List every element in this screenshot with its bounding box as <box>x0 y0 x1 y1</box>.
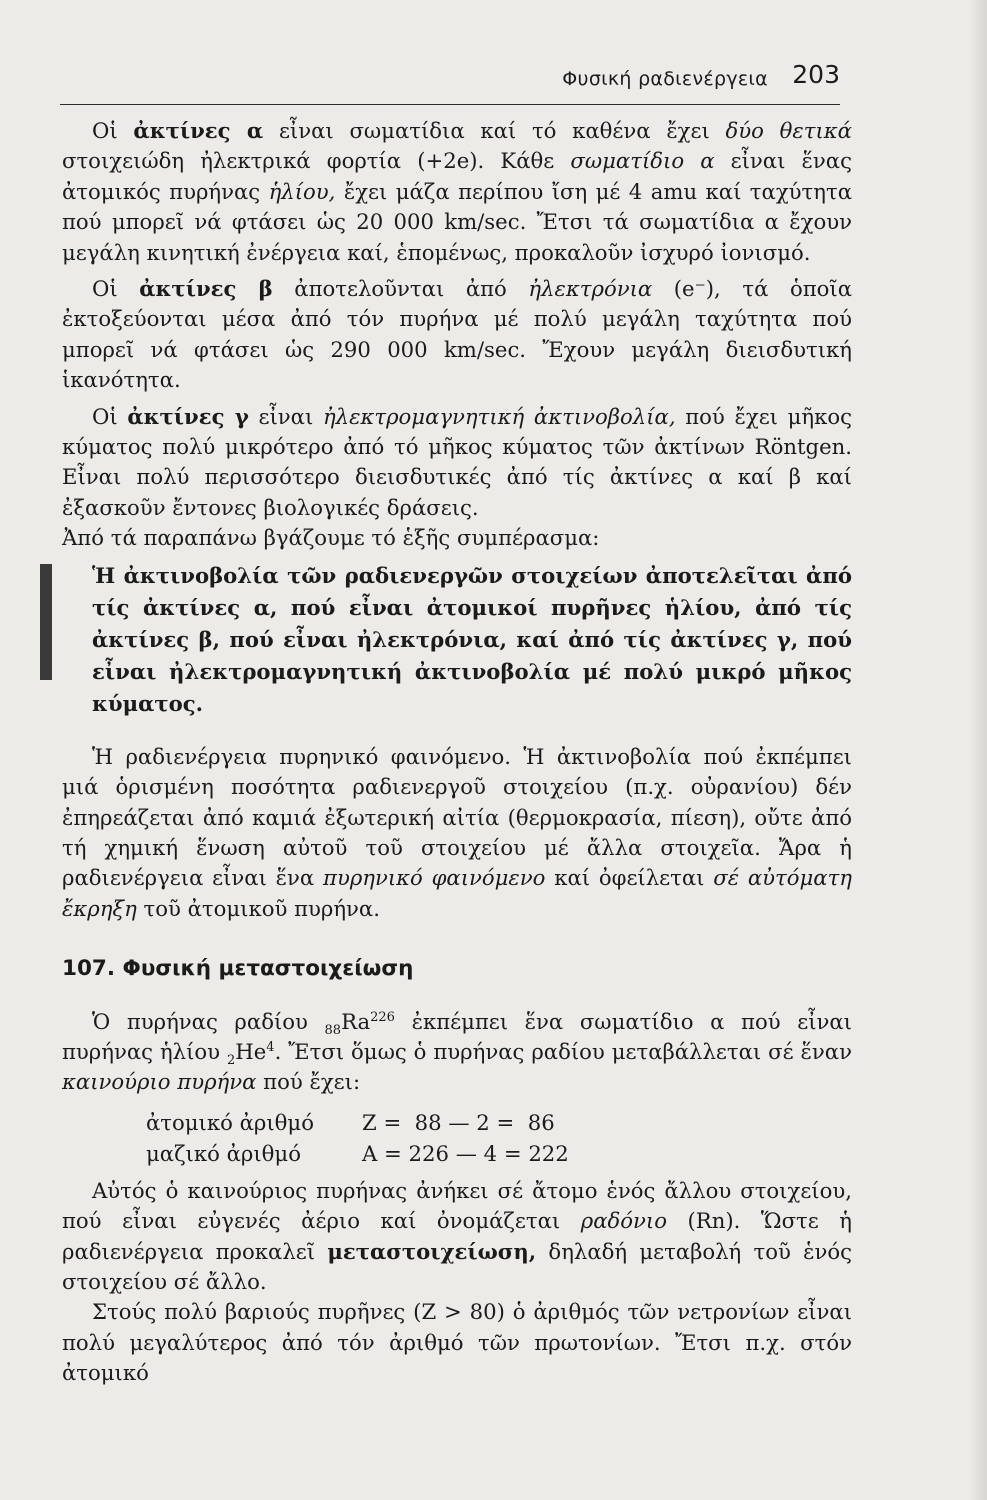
page-edge-shadow <box>969 0 987 1500</box>
calc-row-mass-number <box>146 1139 852 1170</box>
calc-expression: A = 226 — 4 = 222 <box>362 1140 569 1166</box>
calc-row-atomic-number <box>146 1108 852 1139</box>
section-number: 107. <box>62 956 116 982</box>
header-rule <box>60 104 840 105</box>
paragraph-beta-rays: Οἱ ἀκτίνες β ἀποτελοῦνται ἀπό ἠλεκτρόνια (e⁻), τά ὁποῖα ἐκτοξεύονται μέσα ἀπό τόν πυρήνα μέ πολύ μεγάλη ταχύτητα πού μπορεῖ νά φτάσει ὡς 290 000 km/sec. Ἔχουν μεγάλη διεισδυτική ἱκανότητα. <box>62 276 852 393</box>
page-number: 203 <box>792 60 840 89</box>
paragraph-gamma-rays: Οἱ ἀκτίνες γ εἶναι ἠλεκτρομαγνητική ἀκτινοβολία, πού ἔχει μῆκος κύματος πολύ μικρότερο ἀπό τό μῆκος κύματος τῶν ἀκτίνων Röntgen. Εἶναι πολύ περισσότερο διεισδυτικές ἀπό τίς ἀκτίνες α καί β καί ἐξασκοῦν ἔντονες βιολογικές δράσεις. <box>62 403 852 520</box>
page-body <box>62 116 852 1389</box>
calc-label: ἀτομικό ἀριθμό <box>146 1109 314 1135</box>
paragraph-nuclear-phenomenon: Ἡ ραδιενέργεια πυρηνικό φαινόμενο. Ἡ ἀκτινοβολία πού ἐκπέμπει μιά ὁρισμένη ποσότητα ραδιενεργοῦ στοιχείου (π.χ. οὐρανίου) δέν ἐπηρεάζεται ἀπό καμιά ἐξωτερική αἰτία (θερμοκρασία, πίεση), οὔτε ἀπό τή χημική ἕνωση αὐτοῦ τοῦ στοιχείου μέ ἄλλα στοιχεῖα. Ἄρα ἡ ραδιενέργεια εἶναι ἕνα πυρηνικό φαινόμενο καί ὀφείλεται σέ αὐτόματη ἔκρηξη τοῦ ἀτομικοῦ πυρήνα. <box>62 743 852 921</box>
calc-expression: Z = 88 — 2 = 86 <box>362 1109 555 1135</box>
callout-margin-bar <box>40 564 52 680</box>
callout-text: Ἡ ἀκτινοβολία τῶν ραδιενεργῶν στοιχείων ἀποτελεῖται ἀπό τίς ἀκτίνες α, πού εἶναι ἀτομικοί πυρῆνες ἡλίου, ἀπό τίς ἀκτίνες β, πού εἶναι ἠλεκτρόνια, καί ἀπό τίς ἀκτίνες γ, πού εἶναι ἠλεκτρομαγνητική ἀκτινοβολία μέ πολύ μικρό μῆκος κύματος. <box>92 562 852 716</box>
paragraph-alpha-rays: Οἱ ἀκτίνες α εἶναι σωματίδια καί τό καθένα ἔχει δύο θετικά στοιχειώδη ἠλεκτρικά φορτία (+2e). Κάθε σωματίδιο α εἶναι ἕνας ἀτομικός πυρήνας ἡλίου, ἔχει μάζα περίπου ἴση μέ 4 amu καί ταχύτητα πού μπορεῖ νά φτάσει ὡς 20 000 km/sec. Ἔτσι τά σωματίδια α ἔχουν μεγάλη κινητική ἐνέργεια καί, ἑπομένως, προκαλοῦν ἰσχυρό ἰονισμό. <box>62 118 852 265</box>
page-header <box>60 60 840 100</box>
paragraph-heavy-nuclei: Στούς πολύ βαριούς πυρῆνες (Z > 80) ὁ ἀριθμός τῶν νετρονίων εἶναι πολύ μεγαλύτερος ἀπό τόν ἀριθμό τῶν πρωτονίων. Ἔτσι π.χ. στόν ἀτομικό <box>62 1299 852 1386</box>
paragraph-radon: Αὐτός ὁ καινούριος πυρήνας ἀνήκει σέ ἄτομο ἑνός ἄλλου στοιχείου, πού εἶναι εὐγενές ἀέριο καί ὀνομάζεται ραδόνιο (Rn). Ὥστε ἡ ραδιενέργεια προκαλεῖ μεταστοιχείωση, δηλαδή μεταβολή τοῦ ἑνός στοιχείου σέ ἄλλο. <box>62 1177 852 1294</box>
section-title: Φυσική μεταστοιχείωση <box>122 956 414 982</box>
calc-label: μαζικό ἀριθμό <box>146 1140 301 1166</box>
conclusion-callout <box>62 560 852 720</box>
conclusion-intro: Ἀπό τά παραπάνω βγάζουμε τό ἑξῆς συμπέρασμα: <box>62 525 600 551</box>
paragraph-radium-decay: Ὁ πυρήνας ραδίου $_{88}Ra^{226}$ ἐκπέμπει ἕνα σωματίδιο α πού εἶναι πυρήνας ἡλίου $_2He^4$. Ἔτσι ὅμως ὁ πυρήνας ραδίου μεταβάλλεται σέ ἕναν καινούριο πυρήνα πού ἔχει: <box>62 1008 852 1095</box>
decay-calculation <box>62 1108 852 1170</box>
running-title: Φυσική ραδιενέργεια <box>562 68 768 90</box>
section-heading-107 <box>62 954 852 984</box>
